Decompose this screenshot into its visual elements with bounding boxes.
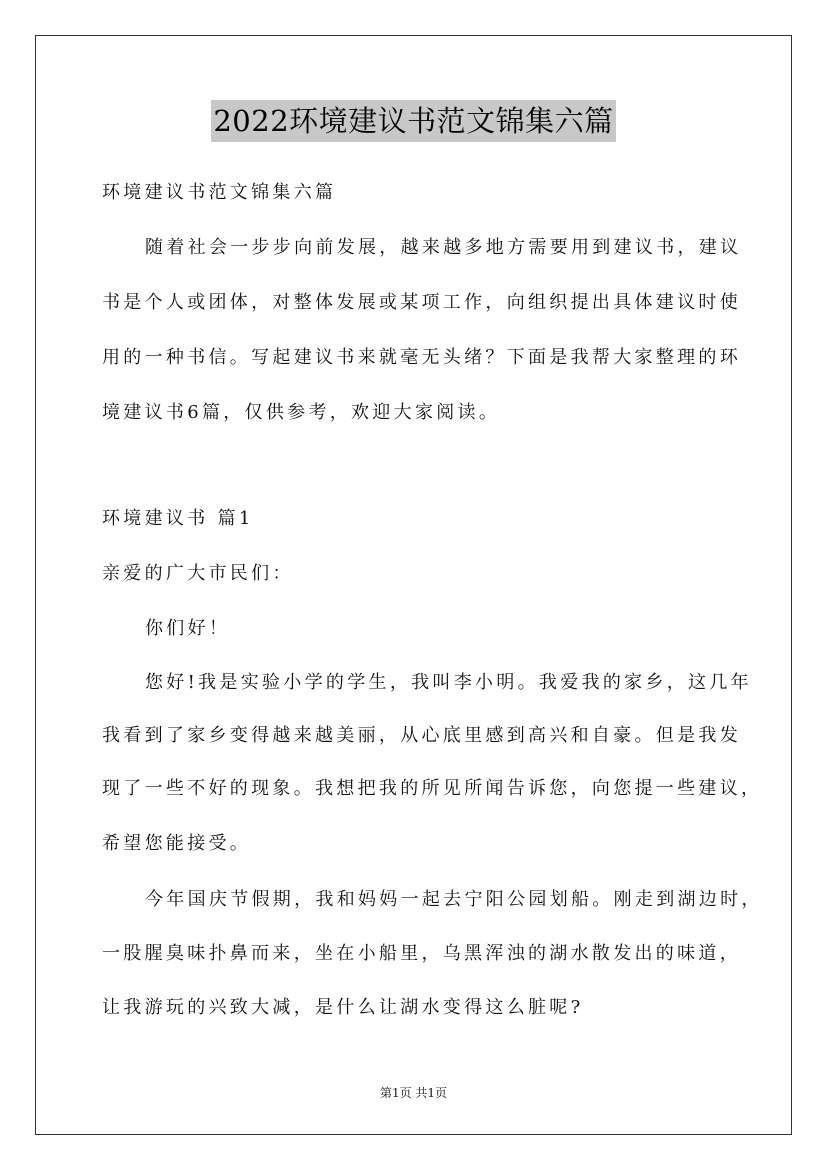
paragraph-line: 今年国庆节假期，我和妈妈一起去宁阳公园划船。刚走到湖边时， xyxy=(145,889,763,910)
paragraph-line: 让我游玩的兴致大减，是什么让湖水变得这么脏呢? xyxy=(102,997,584,1018)
intro-line: 随着社会一步步向前发展，越来越多地方需要用到建议书，建议 xyxy=(145,237,742,258)
paragraph-line: 一股腥臭味扑鼻而来，坐在小船里，乌黑浑浊的湖水散发出的味道， xyxy=(102,943,741,964)
paragraph-line: 希望您能接受。 xyxy=(102,833,252,854)
intro-line: 书是个人或团体，对整体发展或某项工作，向组织提出具体建议时使 xyxy=(102,292,741,313)
document-subtitle: 环境建议书范文锦集六篇 xyxy=(102,182,337,203)
paragraph-line: 我看到了家乡变得越来越美丽，从心底里感到高兴和自豪。但是我发 xyxy=(102,725,741,746)
intro-line: 境建议书6篇，仅供参考，欢迎大家阅读。 xyxy=(102,402,501,423)
title-wrap xyxy=(0,100,827,142)
greeting: 你们好！ xyxy=(145,618,231,639)
page-footer: 第1页 共1页 xyxy=(379,1086,448,1100)
paragraph-line: 您好!我是实验小学的学生，我叫李小明。我爱我的家乡，这几年 xyxy=(145,672,752,693)
paragraph-line: 现了一些不好的现象。我想把我的所见所闻告诉您，向您提一些建议， xyxy=(102,778,763,799)
section-heading: 环境建议书 篇1 xyxy=(102,508,254,529)
intro-line: 用的一种书信。写起建议书来就毫无头绪？下面是我帮大家整理的环 xyxy=(102,347,741,368)
salutation: 亲爱的广大市民们： xyxy=(102,563,294,584)
document-title: 2022环境建议书范文锦集六篇 xyxy=(211,100,615,142)
